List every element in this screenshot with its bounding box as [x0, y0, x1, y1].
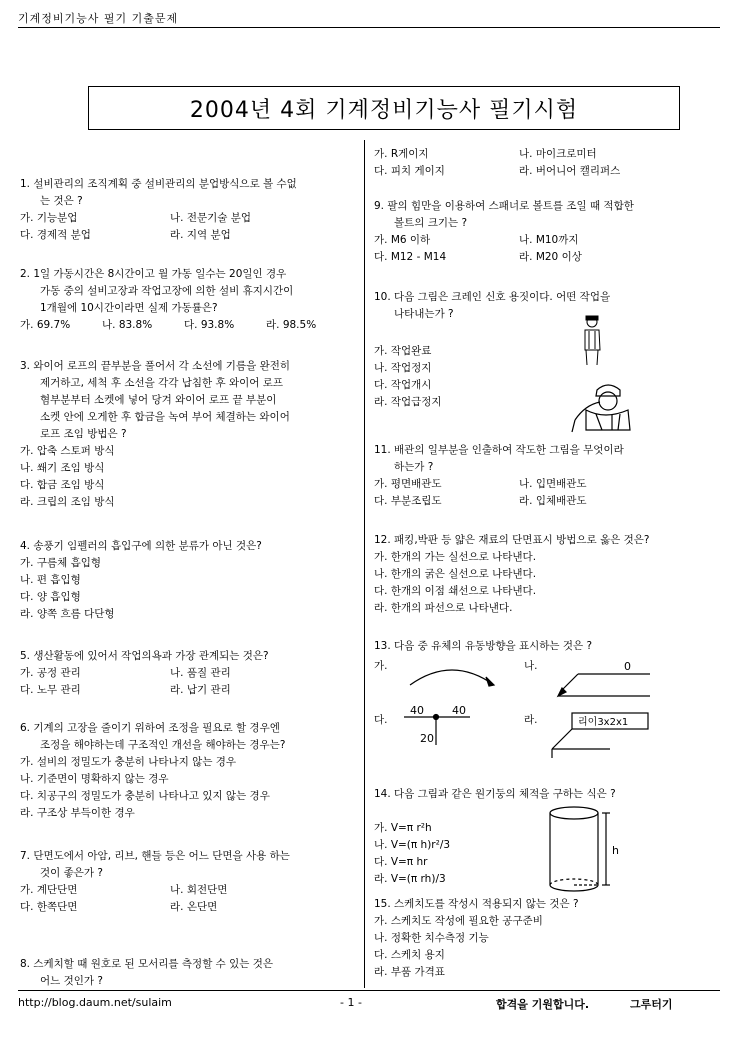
- option: 다. 경제적 분업: [20, 229, 91, 241]
- option: 라. V=(π rh)/3: [374, 873, 446, 885]
- option: 나. 회전단면: [170, 884, 228, 896]
- option: 다. 치공구의 정밀도가 충분히 나타나고 있지 않는 경우: [20, 790, 270, 802]
- option: 나. 전문기술 분업: [170, 212, 252, 224]
- option: 라. 지역 분업: [170, 229, 231, 241]
- question-1: [20, 176, 297, 244]
- question-text: 11. 배관의 일부분을 인출하여 작도한 그림을 무엇이라: [374, 444, 624, 456]
- option: 다. 양 흡입형: [20, 591, 81, 603]
- option: 가.: [374, 660, 388, 672]
- question-text: 1. 설비관리의 조직계획 중 설비관리의 분업방식으로 볼 수없: [20, 178, 297, 190]
- option: 다. 부분조립도: [374, 495, 442, 507]
- option: 나. M10까지: [519, 234, 579, 246]
- question-text: 는 것은 ?: [40, 195, 83, 207]
- option: 가. 평면배관도: [374, 478, 442, 490]
- question-14-options: [374, 820, 450, 888]
- option: 가. 69.7%: [20, 319, 71, 331]
- question-text: 8. 스케치할 때 원호로 된 모서리를 측정할 수 있는 것은: [20, 958, 274, 970]
- dimension-left: 40: [410, 704, 424, 717]
- footer-rule: [18, 990, 720, 991]
- option: 라. 온단면: [170, 901, 218, 913]
- option: 라. 작업급정지: [374, 396, 442, 408]
- option: 다. V=π hr: [374, 856, 428, 868]
- question-text: 나타내는가 ?: [394, 308, 454, 320]
- question-text: 4. 송풍기 임펠러의 흡입구에 의한 분류가 아닌 것은?: [20, 540, 262, 552]
- question-text: 혐부분부터 소켓에 넣어 당겨 와이어 로프 끝 부분이: [40, 394, 277, 406]
- surface-symbol-value: 0: [624, 660, 631, 673]
- option: 가. R게이지: [374, 148, 429, 160]
- question-text: 7. 단면도에서 아암, 리브, 핸들 등은 어느 단면을 사용 하는: [20, 850, 290, 862]
- option: 라. 한개의 파선으로 나타낸다.: [374, 602, 513, 614]
- question-8-options: [374, 146, 620, 180]
- running-header: 기계정비기능사 필기 기출문제: [18, 12, 179, 25]
- question-text: 10. 다음 그림은 크레인 신호 용짓이다. 어떤 작업을: [374, 291, 611, 303]
- dimension-right: 40: [452, 704, 466, 717]
- question-9: [374, 198, 634, 266]
- question-text: 5. 생산활동에 있어서 작업의욕과 가장 관계되는 것은?: [20, 650, 269, 662]
- question-5: [20, 648, 269, 699]
- option: 다. 노무 관리: [20, 684, 81, 696]
- option: 다. 한개의 이점 쇄선으로 나타낸다.: [374, 585, 537, 597]
- question-text: 13. 다음 중 유체의 유동방향을 표시하는 것은 ?: [374, 640, 593, 652]
- option: 가. 한개의 가는 실선으로 나타낸다.: [374, 551, 537, 563]
- question-text: 하는가 ?: [394, 461, 434, 473]
- footer-wish: 합격을 기원합니다.: [496, 998, 590, 1011]
- question-text: 15. 스케치도를 작성시 적용되지 않는 것은 ?: [374, 898, 579, 910]
- question-text: 가동 중의 설비고장과 작업고장에 의한 설비 휴지시간이: [40, 285, 294, 297]
- option: 라. 구조상 부득이한 경우: [20, 807, 135, 819]
- option: 나. 품질 관리: [170, 667, 231, 679]
- option: 다. 작업개시: [374, 379, 432, 391]
- option: 라. 입체배관도: [519, 495, 587, 507]
- option: 가. 압축 스토퍼 방식: [20, 445, 115, 457]
- cylinder-height-label: h: [612, 844, 619, 857]
- option: 라. 98.5%: [266, 319, 317, 331]
- option: 나. 정확한 치수측정 기능: [374, 932, 489, 944]
- question-text: 조정을 해야하는데 구조적인 개선을 해야하는 경우는?: [40, 739, 286, 751]
- option: 가. 작업완료: [374, 345, 432, 357]
- question-13: [374, 638, 592, 655]
- question-6: [20, 720, 285, 822]
- question-text: 12. 패킹,박판 등 얇은 재료의 단면표시 방법으로 옳은 것은?: [374, 534, 650, 546]
- option: 나. 쐐기 조임 방식: [20, 462, 105, 474]
- option: 나. V=(π h)r²/3: [374, 839, 451, 851]
- option: 나. 한개의 굵은 실선으로 나타낸다.: [374, 568, 537, 580]
- question-8: [20, 956, 273, 990]
- option: 다. 한쪽단면: [20, 901, 78, 913]
- option: 가. 설비의 정밀도가 충분히 나타나지 않는 경우: [20, 756, 237, 768]
- leader-label-figure: [552, 713, 648, 758]
- option: 가. M6 이하: [374, 234, 431, 246]
- surface-symbol-figure: [558, 674, 650, 696]
- option: 가. 구름체 흡입형: [20, 557, 102, 569]
- option: 다. 피치 게이지: [374, 165, 445, 177]
- question-10: [374, 289, 610, 323]
- option: 다. 스케치 용지: [374, 949, 445, 961]
- question-text: 14. 다음 그림과 같은 원기둥의 체적을 구하는 식은 ?: [374, 788, 616, 800]
- option: 라. 버어니어 캘리퍼스: [519, 165, 621, 177]
- cylinder-figure: [550, 807, 610, 891]
- question-text: 제거하고, 세척 후 소선을 각각 납침한 후 와이어 로프: [40, 377, 284, 389]
- option: 가. 기능분업: [20, 212, 78, 224]
- crane-signal-figure-small: [585, 316, 600, 365]
- option: 라.: [524, 714, 538, 726]
- option: 다. 합금 조임 방식: [20, 479, 105, 491]
- exam-title-box: [88, 86, 680, 130]
- option: 나. 작업정지: [374, 362, 432, 374]
- question-7: [20, 848, 290, 916]
- question-text: 9. 팔의 힘만을 이용하여 스패너로 볼트를 조일 때 적합한: [374, 200, 634, 212]
- question-10-options: [374, 343, 442, 411]
- column-divider: [364, 140, 365, 988]
- option: 라. 부품 가격표: [374, 966, 445, 978]
- question-15: [374, 896, 579, 981]
- question-14: [374, 786, 616, 803]
- option: 다. M12 - M14: [374, 251, 447, 263]
- footer-author: 그루터기: [630, 998, 673, 1011]
- option: 다.: [374, 714, 388, 726]
- question-text: 소켓 안에 오게한 후 합금을 녹여 부어 체결하는 와이어: [40, 411, 290, 423]
- option: 가. 스케치도 작성에 필요한 공구준비: [374, 915, 543, 927]
- option: 다. 93.8%: [184, 319, 235, 331]
- option: 라. 크립의 조임 방식: [20, 496, 115, 508]
- page-number: - 1 -: [340, 996, 362, 1009]
- header-rule: [18, 27, 720, 28]
- question-2: [20, 266, 316, 334]
- question-12: [374, 532, 649, 617]
- question-text: 볼트의 크기는 ?: [394, 217, 468, 229]
- option: 가. V=π r²h: [374, 822, 432, 834]
- option: 나. 마이크로미터: [519, 148, 597, 160]
- option: 라. 납기 관리: [170, 684, 231, 696]
- option: 라. 양쪽 흐름 다단형: [20, 608, 115, 620]
- leader-label-text: 리이3x2x1: [578, 717, 629, 728]
- question-text: 3. 와이어 로프의 끝부분을 풀어서 각 소선에 기름을 완전히: [20, 360, 291, 372]
- option: 가. 계단단면: [20, 884, 78, 896]
- question-text: 1개월에 10시간이라면 실제 가동률은?: [40, 302, 218, 314]
- option: 나. 편 흡입형: [20, 574, 81, 586]
- question-text: 2. 1일 가동시간은 8시간이고 월 가동 일수는 20일인 경우: [20, 268, 287, 280]
- exam-title: 2004년 4회 기계정비기능사 필기시험: [189, 97, 579, 123]
- crane-signal-figure-large: [572, 385, 630, 432]
- question-text: 어느 것인가 ?: [40, 975, 103, 987]
- question-4: [20, 538, 262, 623]
- question-11: [374, 442, 624, 510]
- dimension-figure: [404, 715, 470, 746]
- question-text: 6. 기계의 고장을 줄이기 위하여 조정을 필요로 할 경우엔: [20, 722, 280, 734]
- question-3: [20, 358, 290, 511]
- option: 나. 기준면이 명확하지 않는 경우: [20, 773, 169, 785]
- option: 가. 공정 관리: [20, 667, 81, 679]
- flow-arc-figure: [410, 670, 494, 686]
- question-text: 로프 조임 방법은 ?: [40, 428, 127, 440]
- option: 라. M20 이상: [519, 251, 582, 263]
- option: 나. 83.8%: [102, 319, 153, 331]
- option: 나.: [524, 660, 538, 672]
- option: 나. 입면배관도: [519, 478, 587, 490]
- dimension-bottom: 20: [420, 732, 434, 745]
- question-text: 것이 좋은가 ?: [40, 867, 103, 879]
- blog-link[interactable]: http://blog.daum.net/sulaim: [18, 996, 172, 1009]
